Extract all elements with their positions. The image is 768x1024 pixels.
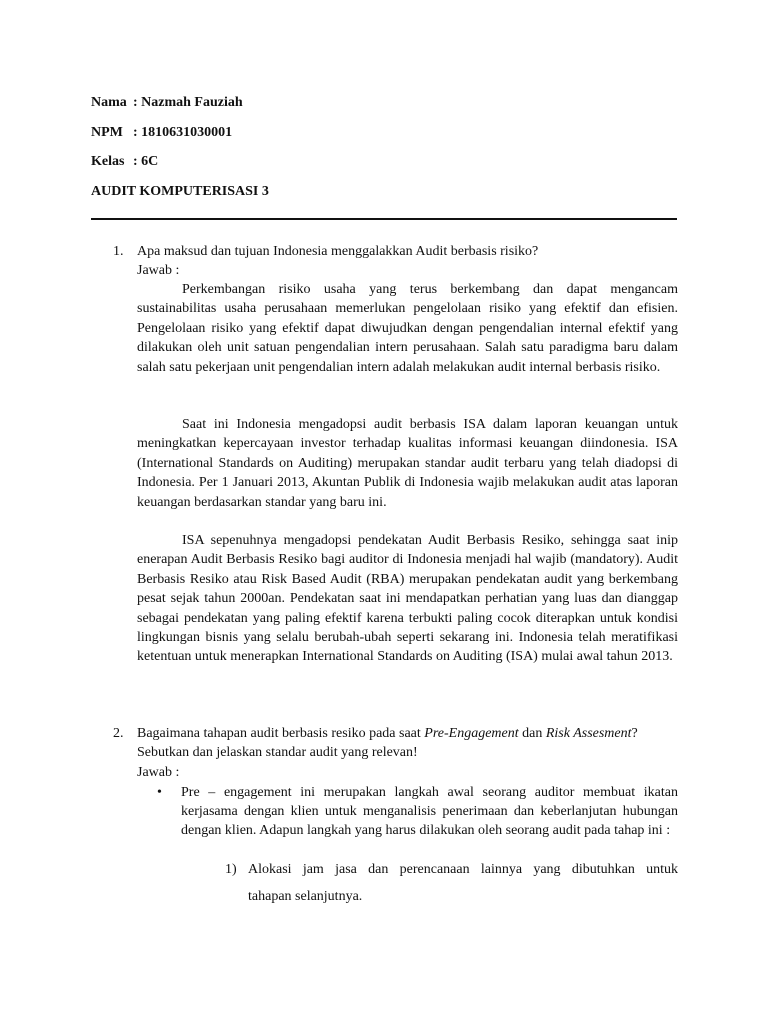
name-value: : Nazmah Fauziah: [133, 95, 243, 110]
question-2-term-risk-assesment: Risk Assesment: [545, 726, 632, 741]
answer-1-paragraph-3: ISA sepenuhnya mengadopsi pendekatan Audit Berbasis Resiko, sehingga saat inip enerapan Audit Berbasis Resiko bagi auditor di Indonesia menjadi hal wajib (mandatory). Audit Berbasis Resiko atau Risk Based Audit (RBA) merupakan pendekatan audit yang berkembang pesat sejak tahun 2000an. Pendekatan saat ini mendapatkan perhatian yang luas dan dianggap sebagai pendekatan yang paling efektif karena terbukti paling cocok diterapkan untuk kondisi lingkungan bisnis yang selalu berubah-ubah seperti sekarang ini. Indonesia telah meratifikasi ketentuan untuk menerapkan International Standards on Auditing (ISA) mulai awal tahun 2013.: [137, 533, 678, 665]
class-value: : 6C: [133, 154, 159, 169]
header-divider: [91, 218, 677, 220]
name-label: Nama: [91, 95, 127, 110]
question-2-part-2: dan: [518, 726, 546, 741]
student-name-line: [91, 94, 243, 112]
pre-engagement-bullet-text: Pre – engagement ini merupakan langkah awal seorang auditor membuat ikatan kerjasama dengan klien untuk menganalisis penerimaan dan keberlanjutan hubungan dengan klien. Adapun langkah yang harus dilakukan oleh seorang audit pada tahap ini :: [181, 785, 678, 838]
npm-value: : 1810631030001: [133, 125, 233, 140]
class-label: Kelas: [91, 154, 125, 169]
student-class-line: [91, 153, 158, 171]
bullet-icon: •: [157, 785, 162, 800]
npm-label: NPM: [91, 125, 123, 140]
answer-1-paragraph-2: Saat ini Indonesia mengadopsi audit berbasis ISA dalam laporan keuangan untuk meningkatkan kepercayaan investor terhadap kualitas informasi keuangan diindonesia. ISA (International Standards on Auditing) merupakan standar audit terbaru yang telah diadopsi di Indonesia. Per 1 Januari 2013, Akuntan Publik di Indonesia wajib melakukan audit atas laporan keuangan berdasarkan standar yang baru ini.: [137, 417, 678, 510]
sub-item-1-line-1: Alokasi jam jasa dan perencanaan lainnya yang dibutuhkan untuk: [248, 862, 678, 877]
sub-item-1-number: 1): [225, 862, 237, 877]
question-1-answer-label: Jawab :: [137, 263, 180, 278]
course-title: AUDIT KOMPUTERISASI 3: [91, 184, 269, 199]
question-1-text: Apa maksud dan tujuan Indonesia menggalakkan Audit berbasis risiko?: [137, 244, 539, 259]
question-2-text: [137, 725, 680, 762]
question-1-number: 1.: [113, 244, 124, 259]
question-2-term-pre-engagement: Pre-Engagement: [424, 726, 519, 741]
sub-item-1-line-2: tahapan selanjutnya.: [248, 889, 363, 904]
question-2-number: 2.: [113, 726, 124, 741]
question-2-part-1: Bagaimana tahapan audit berbasis resiko pada saat: [137, 726, 425, 741]
question-2-part-3: ? Sebutkan dan jelaskan standar audit yang relevan!: [137, 726, 638, 760]
question-2-answer-label: Jawab :: [137, 765, 180, 780]
student-npm-line: [91, 124, 232, 142]
answer-1-paragraph-1: Perkembangan risiko usaha yang terus berkembang dan dapat mengancam sustainabilitas usaha perusahaan memerlukan pengelolaan risiko yang efektif dan efisien. Pengelolaan risiko yang efektif dapat diwujudkan dengan pengendalian internal efektif yang dilakukan oleh unit satuan pengendalian intern perusahaan. Salah satu paradigma baru dalam salah satu pekerjaan unit pengendalian intern adalah melakukan audit internal berbasis risiko.: [137, 282, 678, 375]
